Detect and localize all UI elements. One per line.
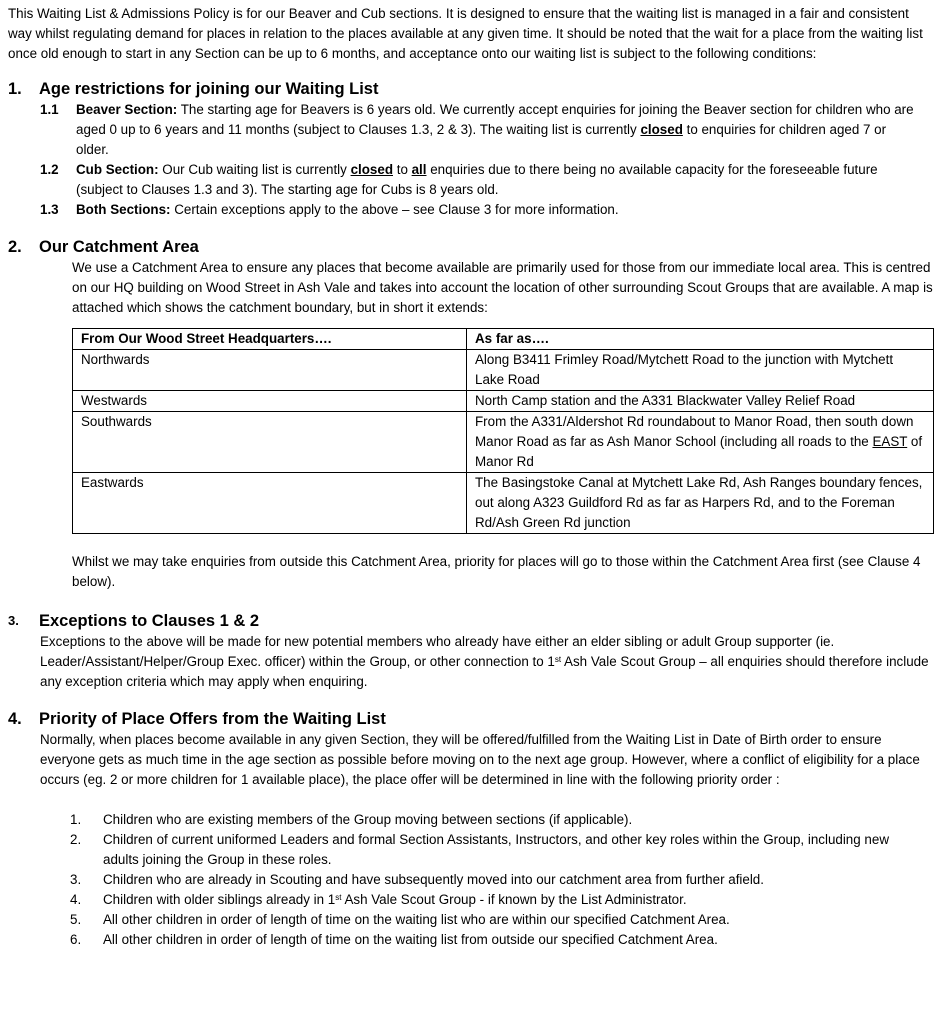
list-item [70,870,900,890]
catchment-table-header [73,329,934,350]
list-item [70,810,900,830]
section-3-text [40,632,932,692]
clause-1-2 [40,160,934,200]
section-4-title: Priority of Place Offers from the Waiting List [39,710,386,728]
clause-1-2-text-b: to [393,162,412,177]
list-item [70,830,900,870]
section-1-title: Age restrictions for joining our Waiting List [39,80,379,98]
clause-1-1-closed: closed [640,122,683,137]
table-row [73,412,934,473]
clause-1-3-label: Both Sections: [76,202,171,217]
section-3-heading [8,610,934,632]
section-3-sup: st [554,655,562,664]
list-item-sup: st [335,893,342,902]
table-row [73,473,934,534]
catchment-table [72,328,934,534]
list-item-text: All other children in order of length of time on the waiting list from outside our specified Catchment Area. [103,932,718,947]
list-item-text: Children who are existing members of the Group moving between sections (if applicable). [103,812,633,827]
section-2-text: We use a Catchment Area to ensure any places that become available are primarily used for those from our immediate local area. This is centred on our HQ building on Wood Street in Ash Vale and takes into account the location of other surrounding Scout Groups that are available. A map is attached which shows the catchment boundary, but in short it extends: [72,260,933,315]
section-2-after-text: Whilst we may take enquiries from outside this Catchment Area, priority for places will go to those within the Catchment Area first (see Clause 4 below). [72,554,921,589]
catchment-extent-b: of Manor Rd [475,434,923,469]
clause-1-1 [40,100,934,160]
catchment-direction: Westwards [73,391,467,412]
catchment-header-from: From Our Wood Street Headquarters…. [73,329,467,350]
clause-1-2-number: 1.2 [40,162,59,177]
intro-paragraph: This Waiting List & Admissions Policy is for our Beaver and Cub sections. It is designed to ensure that the waiting list is managed in a fair and consistent way whilst regulating demand for places in relation to the places available at any given time. It should be noted that the wait for a place from the waiting list once old enough to start in any Section can be up to 6 months, and acceptance onto our waiting list is subject to the following conditions: [8,6,923,61]
priority-list [70,810,900,950]
list-item-text: All other children in order of length of time on the waiting list who are within our specified Catchment Area. [103,912,730,927]
list-item-text: Children who are already in Scouting and have subsequently moved into our catchment area from further afield. [103,872,764,887]
list-item [70,930,900,950]
table-row [73,391,934,412]
clause-1-2-all: all [411,162,427,177]
list-item [70,890,900,910]
clause-1-1-text-b: to enquiries for children aged 7 or older. [76,122,887,157]
catchment-extent: The Basingstoke Canal at Mytchett Lake Rd, Ash Ranges boundary fences, out along A323 Guildford Rd as far as Harpers Rd, and to the Foreman Rd/Ash Green Rd junction [467,473,934,534]
list-item-number: 6. [70,932,82,947]
list-item [70,910,900,930]
list-item-text-b: Ash Vale Scout Group - if known by the List Administrator. [341,892,687,907]
section-2-heading [8,236,934,258]
catchment-extent: North Camp station and the A331 Blackwater Valley Relief Road [467,391,934,412]
catchment-direction: Southwards [73,412,467,473]
clause-1-2-text [76,160,922,200]
list-item-number: 2. [70,832,82,847]
clause-1-1-label: Beaver Section: [76,102,178,117]
clause-1-1-number: 1.1 [40,102,59,117]
list-item-text-a: Children with older siblings already in 1 [103,892,336,907]
section-3-number: 3. [8,613,19,628]
section-4-heading [8,708,934,730]
catchment-direction: Eastwards [73,473,467,534]
section-3-text-b: Ash Vale Scout Group – all enquiries should therefore include any exception criteria which may apply when enquiring. [40,654,929,689]
section-3-title: Exceptions to Clauses 1 & 2 [39,612,260,630]
clause-1-3-number: 1.3 [40,202,59,217]
clause-1-2-text-a: Our Cub waiting list is currently [158,162,351,177]
section-2-title: Our Catchment Area [39,238,199,256]
section-1-heading [8,78,934,100]
section-4-number: 4. [8,710,22,728]
clause-1-3 [40,200,934,220]
section-1-number: 1. [8,80,22,98]
list-item-number: 3. [70,872,82,887]
catchment-direction: Northwards [73,350,467,391]
table-row [73,350,934,391]
clause-1-3-text [76,200,922,220]
catchment-header-extent: As far as…. [467,329,934,350]
catchment-extent-east: EAST [872,434,908,449]
clause-1-1-text-a: The starting age for Beavers is 6 years old. We currently accept enquiries for joining the Beaver section for children who are aged 0 up to 6 years and 11 months (subject to Clauses 1.3, 2 & 3). The waiting list is currently [76,102,914,137]
clause-1-3-text-body: Certain exceptions apply to the above – see Clause 3 for more information. [170,202,619,217]
catchment-extent: Along B3411 Frimley Road/Mytchett Road to the junction with Mytchett Lake Road [467,350,934,391]
clause-1-1-text [76,100,922,160]
list-item-number: 5. [70,912,82,927]
list-item-text [103,890,687,910]
catchment-extent [467,412,934,473]
section-4-text: Normally, when places become available in any given Section, they will be offered/fulfilled from the Waiting List in Date of Birth order to ensure everyone gets as much time in the age section as possible before moving on to the next age group. However, where a conflict of eligibility for a place occurs (eg. 2 or more children for 1 available place), the place offer will be determined in line with the following priority order : [40,732,920,787]
catchment-extent-a: From the A331/Aldershot Rd roundabout to Manor Road, then south down Manor Road as far as Ash Manor School (including all roads to the [475,414,914,449]
section-3-text-a: Exceptions to the above will be made for new potential members who already have either an elder sibling or adult Group supporter (ie. Leader/Assistant/Helper/Group Exec. officer) within the Group, or other connection to 1 [40,634,835,669]
clause-1-2-text-c: enquiries due to there being no available capacity for the foreseeable future (subject to Clauses 1.3 and 3). The starting age for Cubs is 8 years old. [76,162,878,197]
list-item-text: Children of current uniformed Leaders and formal Section Assistants, Instructors, and other key roles within the Group, including new adults joining the Group in these roles. [103,832,889,867]
clause-1-2-closed: closed [350,162,393,177]
clause-1-2-label: Cub Section: [76,162,159,177]
section-2-number: 2. [8,238,22,256]
list-item-number: 4. [70,892,82,907]
list-item-number: 1. [70,812,82,827]
